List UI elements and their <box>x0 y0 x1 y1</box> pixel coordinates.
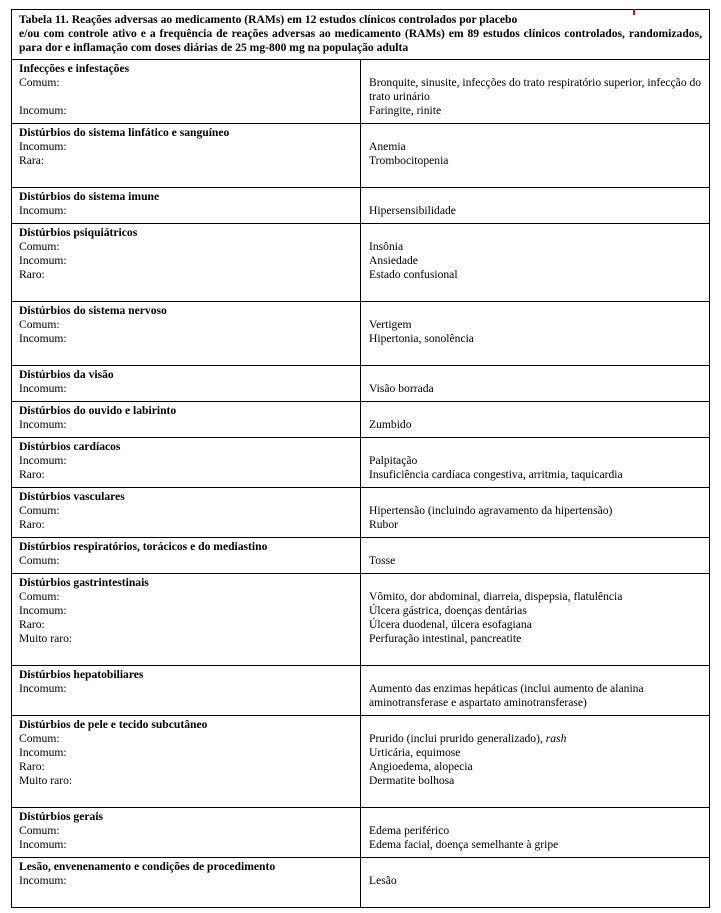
section-title: Distúrbios do sistema imune <box>19 190 160 203</box>
reaction-text-content: Insuficiência cardíaca congestiva, arritmia, taquicardia <box>369 468 623 481</box>
reaction-text-content: Vertigem <box>369 318 412 331</box>
frequency-label: Incomum: <box>19 874 67 887</box>
table-caption-row <box>12 10 710 60</box>
table-row <box>12 188 710 224</box>
reaction-text <box>369 104 702 118</box>
reaction-text-content: Anemia <box>369 140 406 153</box>
frequency-label: Comum: <box>19 732 60 745</box>
frequency-label: Incomum: <box>19 204 67 217</box>
reaction-text-content: Lesão <box>369 874 397 887</box>
reaction-text <box>369 774 702 788</box>
table-row <box>12 574 710 666</box>
frequency-label: Muito raro: <box>19 632 73 645</box>
document <box>11 9 710 908</box>
table-row <box>12 488 710 538</box>
reaction-text-content: Perfuração intestinal, pancreatite <box>369 632 522 645</box>
reaction-text <box>369 418 702 432</box>
frequency-label: Comum: <box>19 318 60 331</box>
frequency-label: Raro: <box>19 468 45 481</box>
section-cell <box>12 224 361 302</box>
frequency-label: Incomum: <box>19 104 67 117</box>
frequency-label: Incomum: <box>19 682 67 695</box>
reaction-cell <box>361 488 710 538</box>
section-title: Lesão, envenenamento e condições de procedimento <box>19 860 276 873</box>
reaction-text-content: Aumento das enzimas hepáticas (inclui aumento de alanina aminotransferase e aspartato aminotransferase) <box>369 682 644 709</box>
reaction-text-content: Estado confusional <box>369 268 458 281</box>
section-cell <box>12 366 361 402</box>
reaction-text <box>369 332 702 346</box>
frequency-label: Incomum: <box>19 418 67 431</box>
reaction-text <box>369 504 702 518</box>
reaction-cell <box>361 366 710 402</box>
section-cell <box>12 858 361 908</box>
reaction-text <box>369 318 702 332</box>
section-cell <box>12 188 361 224</box>
reaction-cell <box>361 124 710 188</box>
reaction-text-content: Trombocitopenia <box>369 154 449 167</box>
reaction-text-content: Angioedema, alopecia <box>369 760 473 773</box>
reaction-text-content: Visão borrada <box>369 382 434 395</box>
section-cell <box>12 402 361 438</box>
reaction-text <box>369 682 702 710</box>
frequency-label: Comum: <box>19 240 60 253</box>
frequency-label: Rara: <box>19 154 45 167</box>
frequency-label: Incomum: <box>19 332 67 345</box>
reaction-cell <box>361 666 710 716</box>
section-cell <box>12 302 361 366</box>
reaction-text <box>369 268 702 282</box>
frequency-label: Raro: <box>19 618 45 631</box>
table-row <box>12 438 710 488</box>
reaction-cell <box>361 716 710 808</box>
frequency-label: Comum: <box>19 824 60 837</box>
reaction-text <box>369 204 702 218</box>
reaction-cell <box>361 188 710 224</box>
table-row <box>12 302 710 366</box>
frequency-label: Raro: <box>19 518 45 531</box>
frequency-label: Raro: <box>19 268 45 281</box>
reaction-text <box>369 240 702 254</box>
reaction-cell <box>361 858 710 908</box>
section-cell <box>12 488 361 538</box>
table-row <box>12 808 710 858</box>
reaction-cell <box>361 538 710 574</box>
reaction-text-content: Hipertensão (incluindo agravamento da hipertensão) <box>369 504 613 517</box>
reaction-text-content: Dermatite bolhosa <box>369 774 455 787</box>
reaction-text <box>369 732 702 746</box>
reaction-cell <box>361 302 710 366</box>
reaction-text <box>369 154 702 168</box>
frequency-label: Comum: <box>19 76 60 89</box>
reaction-text-content: Urticária, equimose <box>369 746 461 759</box>
red-margin-mark <box>633 9 635 15</box>
reaction-text <box>369 590 702 604</box>
frequency-label: Incomum: <box>19 254 67 267</box>
reaction-text <box>369 454 702 468</box>
section-title: Distúrbios da visão <box>19 368 114 381</box>
reaction-text-content: Rubor <box>369 518 398 531</box>
frequency-label: Incomum: <box>19 838 67 851</box>
section-title: Distúrbios psiquiátricos <box>19 226 138 239</box>
reaction-text <box>369 618 702 632</box>
reaction-text-content: Faringite, rinite <box>369 104 442 117</box>
section-cell <box>12 666 361 716</box>
section-cell <box>12 438 361 488</box>
reaction-text <box>369 632 702 646</box>
reaction-text <box>369 746 702 760</box>
frequency-label: Incomum: <box>19 454 67 467</box>
section-cell <box>12 60 361 124</box>
section-title: Distúrbios gastrintestinais <box>19 576 149 589</box>
section-cell <box>12 538 361 574</box>
table-row <box>12 858 710 908</box>
section-title: Distúrbios respiratórios, torácicos e do mediastino <box>19 540 268 553</box>
frequency-label: Raro: <box>19 760 45 773</box>
reaction-text-content: Ansiedade <box>369 254 418 267</box>
section-title: Infecções e infestações <box>19 62 130 75</box>
frequency-label <box>19 90 353 104</box>
frequency-label: Comum: <box>19 554 60 567</box>
reaction-text-content: Insônia <box>369 240 404 253</box>
table-row <box>12 666 710 716</box>
table-caption <box>12 10 710 60</box>
section-title: Distúrbios cardíacos <box>19 440 121 453</box>
adverse-reactions-table <box>11 9 710 908</box>
caption-line-2: e/ou com controle ativo e a frequência de reações adversas ao medicamento (RAMs) em 89 estudos clínicos controlados, randomizados, para dor e inflamação com doses diárias de 25 mg-800 mg na população adulta <box>19 27 702 54</box>
section-title: Distúrbios gerais <box>19 810 104 823</box>
reaction-cell <box>361 808 710 858</box>
reaction-text-content: Vômito, dor abdominal, diarreia, dispepsia, flatulência <box>369 590 623 603</box>
section-title: Distúrbios de pele e tecido subcutâneo <box>19 718 208 731</box>
reaction-text-content: Bronquite, sinusite, infecções do trato respiratório superior, infecção do trato urinário <box>369 76 702 103</box>
table-row <box>12 60 710 124</box>
table-row <box>12 124 710 188</box>
reaction-text <box>369 382 702 396</box>
reaction-text-content: Edema facial, doença semelhante à gripe <box>369 838 559 851</box>
reaction-text-content: Hipersensibilidade <box>369 204 456 217</box>
frequency-label: Muito raro: <box>19 774 73 787</box>
section-cell <box>12 574 361 666</box>
reaction-cell <box>361 402 710 438</box>
reaction-text <box>369 518 702 532</box>
table-row <box>12 716 710 808</box>
section-cell <box>12 716 361 808</box>
caption-line-1: Tabela 11. Reações adversas ao medicamento (RAMs) em 12 estudos clínicos controlados por placebo <box>19 13 518 26</box>
reaction-cell <box>361 438 710 488</box>
section-title: Distúrbios do sistema linfático e sanguíneo <box>19 126 230 139</box>
reaction-text-content: Úlcera gástrica, doenças dentárias <box>369 604 527 617</box>
frequency-label: Comum: <box>19 590 60 603</box>
section-title: Distúrbios hepatobiliares <box>19 668 144 681</box>
reaction-cell <box>361 60 710 124</box>
frequency-label: Incomum: <box>19 746 67 759</box>
frequency-label: Incomum: <box>19 140 67 153</box>
frequency-label: Incomum: <box>19 604 67 617</box>
table-row <box>12 538 710 574</box>
reaction-text <box>369 468 702 482</box>
reaction-text <box>369 76 702 104</box>
reaction-text-content: Edema periférico <box>369 824 450 837</box>
frequency-label: Incomum: <box>19 382 67 395</box>
reaction-text <box>369 760 702 774</box>
table-row <box>12 224 710 302</box>
section-title: Distúrbios do ouvido e labirinto <box>19 404 177 417</box>
section-cell <box>12 808 361 858</box>
section-cell <box>12 124 361 188</box>
reaction-text <box>369 554 702 568</box>
reaction-italic-term: rash <box>545 732 567 745</box>
reaction-text <box>369 838 702 852</box>
section-title: Distúrbios vasculares <box>19 490 125 503</box>
reaction-text-content: Hipertonia, sonolência <box>369 332 474 345</box>
reaction-cell <box>361 574 710 666</box>
reaction-text <box>369 874 702 888</box>
reaction-text-content: Zumbido <box>369 418 412 431</box>
frequency-label: Comum: <box>19 504 60 517</box>
reaction-text <box>369 254 702 268</box>
table-row <box>12 402 710 438</box>
section-title: Distúrbios do sistema nervoso <box>19 304 167 317</box>
reaction-text <box>369 140 702 154</box>
reaction-text-content: Prurido (inclui prurido generalizado), <box>369 732 546 745</box>
table-row <box>12 366 710 402</box>
reaction-text-content: Tosse <box>369 554 396 567</box>
reaction-cell <box>361 224 710 302</box>
reaction-text-content: Palpitação <box>369 454 418 467</box>
reaction-text <box>369 604 702 618</box>
reaction-text-content: Úlcera duodenal, úlcera esofagiana <box>369 618 532 631</box>
reaction-text <box>369 824 702 838</box>
